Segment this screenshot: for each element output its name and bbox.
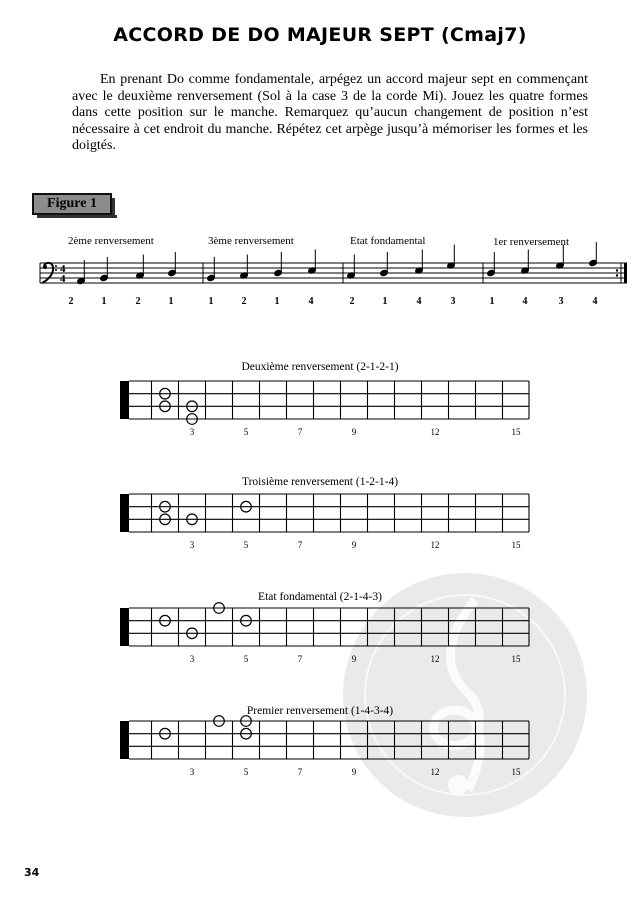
fret-number: 12 <box>430 540 440 550</box>
note <box>487 252 496 277</box>
note <box>240 255 249 280</box>
note <box>447 245 456 270</box>
fret-number: 5 <box>243 540 249 550</box>
page-number: 34 <box>24 866 40 879</box>
fret-number: 15 <box>511 427 521 437</box>
fret-number: 3 <box>189 654 195 664</box>
fret-number: 3 <box>189 767 195 777</box>
note <box>308 250 317 275</box>
fingering: 4 <box>416 296 422 307</box>
note <box>136 255 145 280</box>
fret-number: 12 <box>430 654 440 664</box>
note <box>415 250 424 275</box>
diagram-title: Premier renversement (1-4-3-4) <box>246 705 394 717</box>
diagram-title: Etat fondamental (2-1-4-3) <box>258 591 382 603</box>
fret-number: 12 <box>430 427 440 437</box>
fret-number: 7 <box>297 540 303 550</box>
figure-label: Figure 1 <box>32 193 112 215</box>
measure-label: 3ème renversement <box>208 235 294 247</box>
fingering: 2 <box>68 296 74 307</box>
fret-number: 5 <box>243 427 249 437</box>
fret-number: 9 <box>351 654 357 664</box>
fretboard-diagram <box>0 468 640 558</box>
fretboard-diagram <box>0 582 640 672</box>
note <box>380 252 389 277</box>
fret-number: 7 <box>297 767 303 777</box>
fingering: 2 <box>241 296 247 307</box>
note <box>589 242 598 267</box>
fingering: 2 <box>135 296 141 307</box>
note <box>556 245 565 270</box>
fingering: 2 <box>349 296 355 307</box>
fret-number: 15 <box>511 767 521 777</box>
fret-number: 5 <box>243 654 249 664</box>
measure-label: Etat fondamental <box>350 235 426 247</box>
fret-number: 9 <box>351 767 357 777</box>
fretboard-diagram <box>0 355 640 445</box>
diagram-title: Troisième renversement (1-2-1-4) <box>241 476 399 488</box>
fingering: 1 <box>168 296 174 307</box>
time-signature-top: 4 <box>60 263 66 275</box>
fingering: 1 <box>208 296 214 307</box>
note <box>521 250 530 275</box>
fingering: 1 <box>489 296 495 307</box>
measure-label: 1er renversement <box>493 236 570 248</box>
intro-paragraph: En prenant Do comme fondamentale, arpégez un accord majeur sept en commençant avec le deuxième renversement (Sol à la case 3 de la corde Mi). Jouez les quatre formes dans cette position sur le manche. Remarquez qu’aucun changement de position n’est nécessaire à cet endroit du manche. Répétez cet arpège jusqu’à mémoriser les formes et les doigtés. <box>72 72 588 153</box>
page-title: ACCORD DE DO MAJEUR SEPT (Cmaj7) <box>113 24 527 46</box>
fretboard-diagram <box>0 695 640 785</box>
note <box>347 255 356 280</box>
fret-number: 7 <box>297 427 303 437</box>
fingering: 4 <box>592 296 598 307</box>
fret-number: 12 <box>430 767 440 777</box>
fingering: 4 <box>522 296 528 307</box>
fingering: 3 <box>558 296 564 307</box>
fret-number: 7 <box>297 654 303 664</box>
fret-number: 15 <box>511 654 521 664</box>
fret-number: 5 <box>243 767 249 777</box>
note <box>207 257 216 282</box>
fingering: 1 <box>382 296 388 307</box>
fret-number: 9 <box>351 427 357 437</box>
fret-number: 3 <box>189 540 195 550</box>
note <box>77 260 86 285</box>
note <box>274 252 283 277</box>
note <box>168 252 177 277</box>
fret-number: 3 <box>189 427 195 437</box>
time-signature-bottom: 4 <box>60 273 66 285</box>
diagram-title: Deuxième renversement (2-1-2-1) <box>241 361 399 373</box>
fingering: 1 <box>274 296 280 307</box>
fingering: 4 <box>308 296 314 307</box>
fingering: 1 <box>101 296 107 307</box>
fingering: 3 <box>450 296 456 307</box>
measure-label: 2ème renversement <box>68 235 154 247</box>
note <box>100 257 109 282</box>
fret-number: 15 <box>511 540 521 550</box>
fret-number: 9 <box>351 540 357 550</box>
music-staff <box>0 225 640 310</box>
